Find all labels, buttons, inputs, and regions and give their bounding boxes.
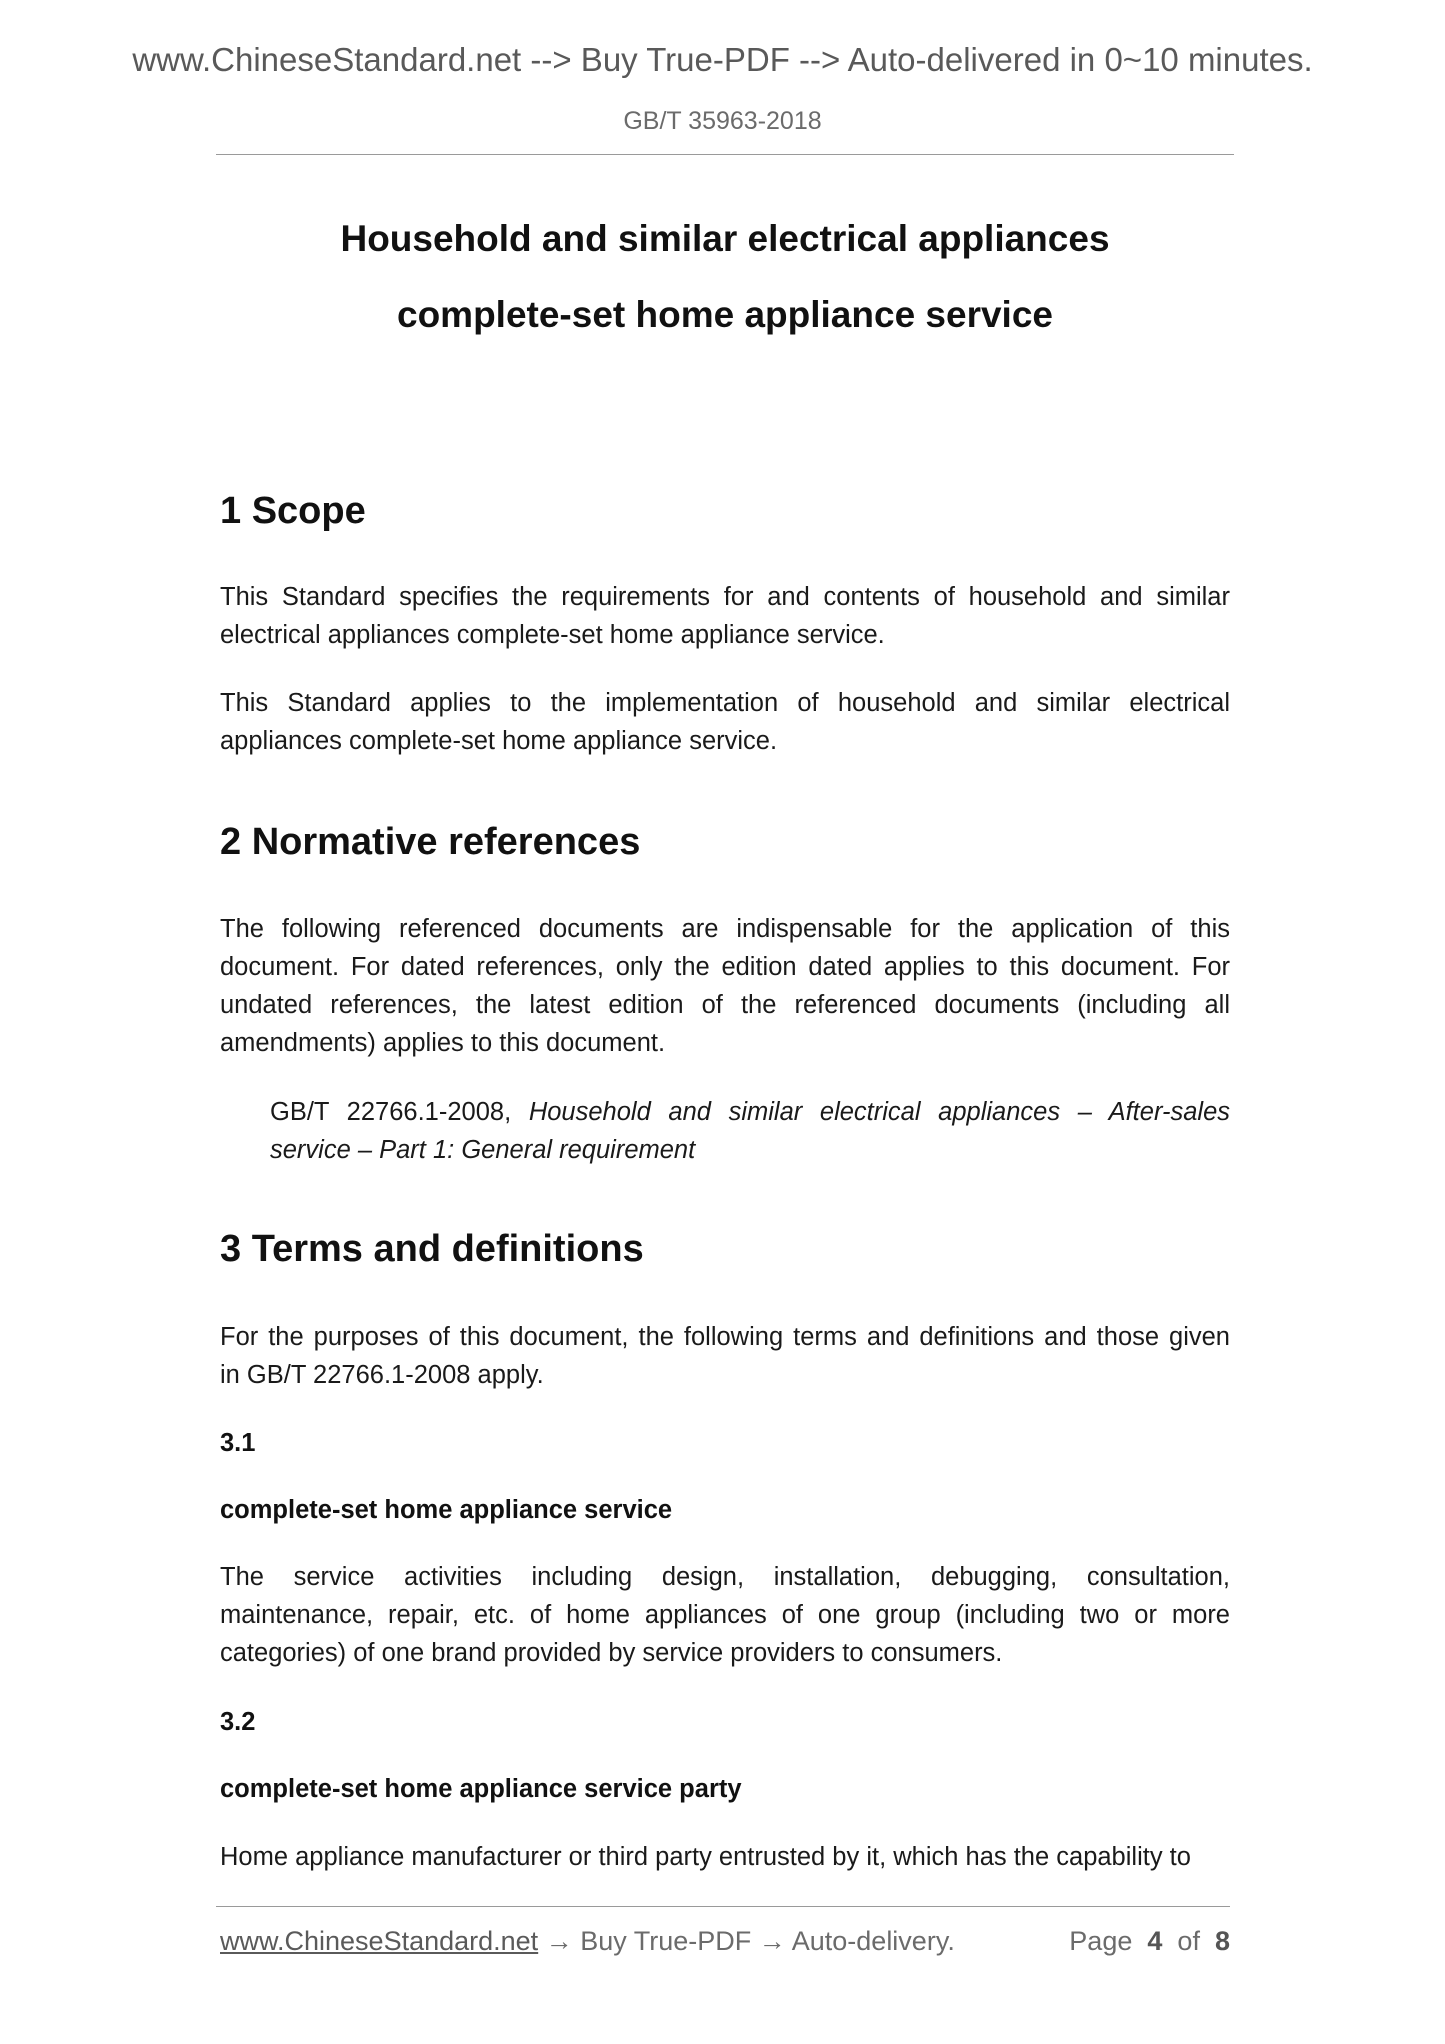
section-heading-normative-references: 2 Normative references [220, 821, 641, 863]
current-page-number: 4 [1147, 1926, 1163, 1956]
total-pages-number: 8 [1214, 1926, 1230, 1956]
term-name: complete-set home appliance service party [220, 1775, 742, 1803]
term-definition [220, 1838, 1230, 1876]
text-line: in GB/T 22766.1-2008 apply. [220, 1361, 544, 1389]
document-title-line-1: Household and similar electrical appliances [340, 218, 1110, 259]
text-line: The service activities including design, installation, debugging, consultation, [220, 1563, 1230, 1591]
page-indicator [1069, 1924, 1230, 1958]
footer-divider [216, 1906, 1230, 1907]
term-number: 3.2 [220, 1708, 256, 1736]
text-line: electrical appliances complete-set home appliance service. [220, 621, 885, 649]
page-label: Page [1069, 1926, 1133, 1956]
scope-paragraph-1 [220, 578, 1230, 654]
text-line: amendments) applies to this document. [220, 1029, 666, 1057]
text-line: The following referenced documents are indispensable for the application of this [220, 915, 1230, 943]
text-line [270, 1131, 1230, 1169]
text-line: maintenance, repair, etc. of home appliances of one group (including two or more [220, 1601, 1230, 1629]
term-name: complete-set home appliance service [220, 1496, 673, 1524]
footer-tagline: → Buy True-PDF → Auto-delivery. [538, 1926, 955, 1956]
document-title-line-2: complete-set home appliance service [397, 294, 1053, 335]
reference-entry [270, 1093, 1230, 1169]
text-line: For the purposes of this document, the following terms and definitions and those given [220, 1323, 1230, 1351]
text-line: This Standard applies to the implementation of household and similar electrical [220, 689, 1230, 717]
section-heading-terms-and-definitions: 3 Terms and definitions [220, 1228, 644, 1270]
page-footer [220, 1924, 1230, 1958]
text-line: document. For dated references, only the edition dated applies to this document. For [220, 953, 1230, 981]
document-number: GB/T 35963-2018 [623, 107, 822, 135]
reference-code: GB/T 22766.1-2008, [270, 1098, 512, 1126]
header-divider [216, 154, 1234, 155]
term-definition [220, 1558, 1230, 1672]
reference-title: service – Part 1: General requirement [270, 1136, 696, 1164]
term-number: 3.1 [220, 1429, 256, 1457]
text-line: Home appliance manufacturer or third party entrusted by it, which has the capability to [220, 1843, 1191, 1871]
text-line: undated references, the latest edition of the referenced documents (including all [220, 991, 1230, 1019]
scope-paragraph-2 [220, 684, 1230, 760]
text-line [270, 1093, 1230, 1131]
reference-title: Household and similar electrical appliances – After-sales [528, 1098, 1231, 1126]
footer-text [220, 1924, 955, 1958]
page-of-label: of [1177, 1926, 1200, 1956]
terms-intro-paragraph [220, 1318, 1230, 1394]
top-banner: www.ChineseStandard.net --> Buy True-PDF --> Auto-delivered in 0~10 minutes. [132, 41, 1313, 78]
text-line: appliances complete-set home appliance service. [220, 727, 778, 755]
text-line: This Standard specifies the requirements for and contents of household and similar [220, 583, 1230, 611]
normative-references-paragraph [220, 910, 1230, 1062]
text-line: categories) of one brand provided by service providers to consumers. [220, 1639, 1003, 1667]
section-heading-scope: 1 Scope [220, 490, 366, 532]
footer-site-link[interactable]: www.ChineseStandard.net [220, 1926, 539, 1956]
